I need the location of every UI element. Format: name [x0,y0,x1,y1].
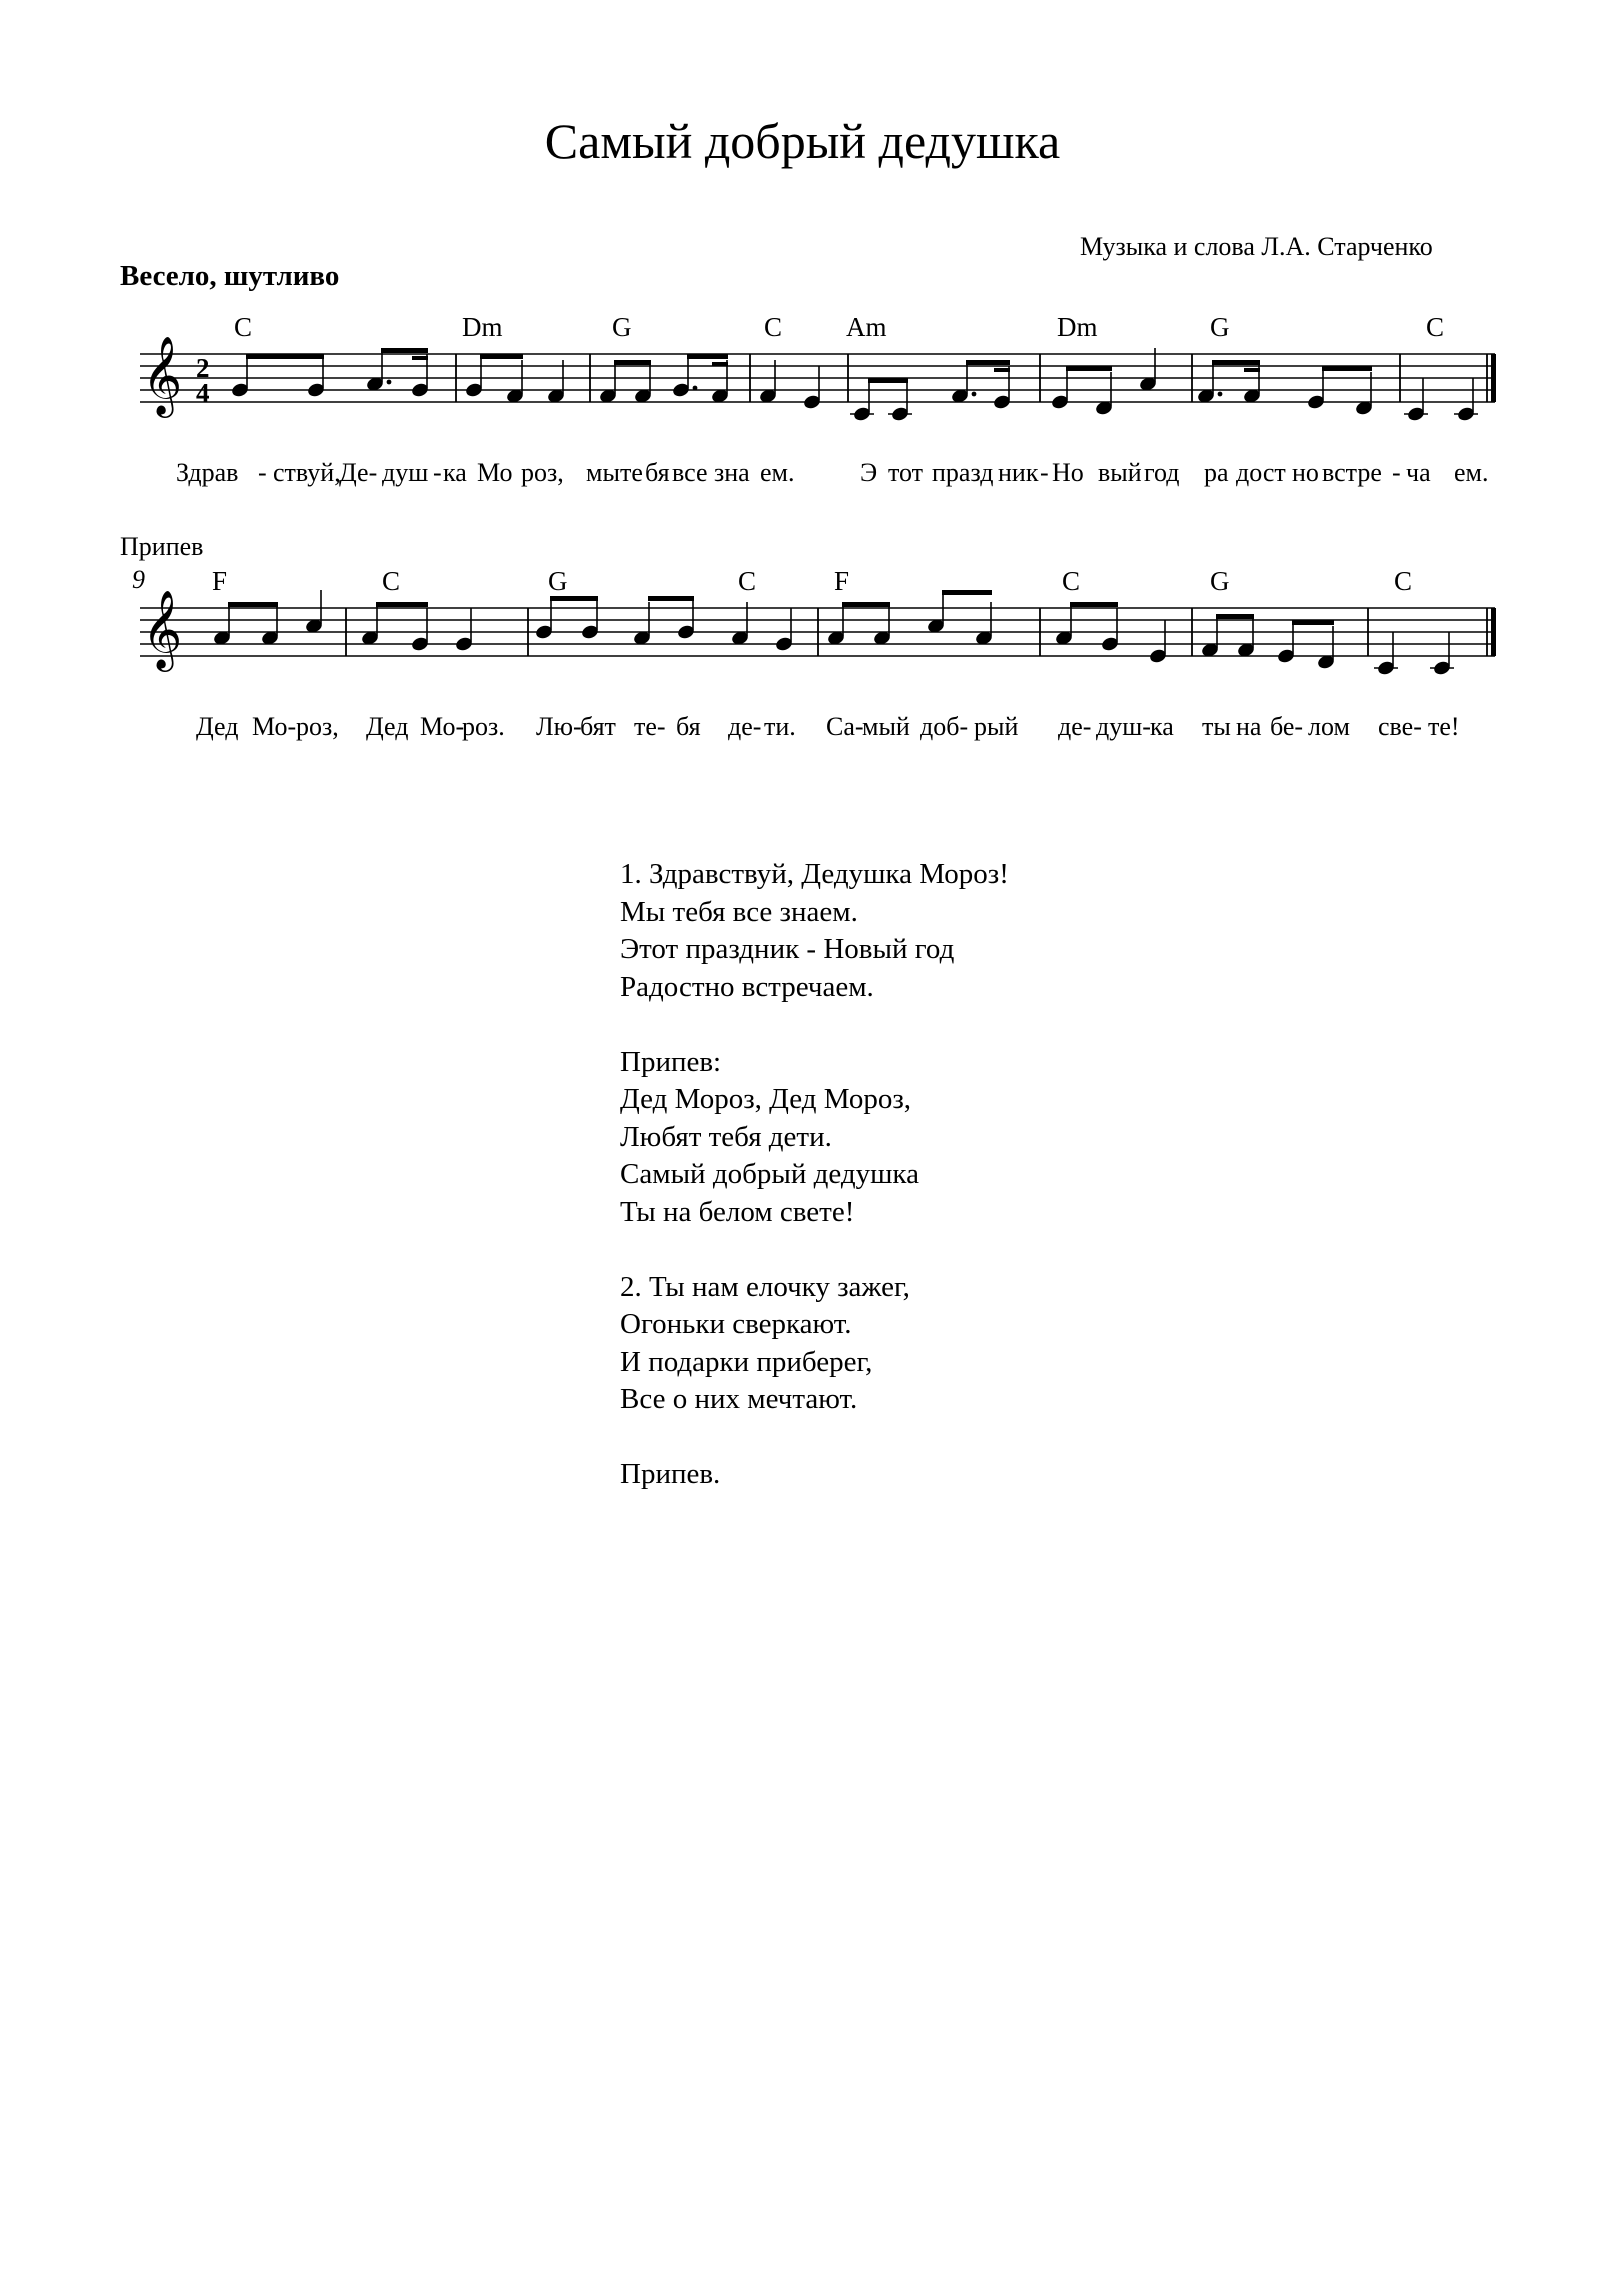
final-barline-thick [1491,354,1496,402]
lyric-syllable: ти. [764,712,796,741]
chord-symbol: C [382,566,401,596]
beam [228,602,278,607]
verses-block [620,856,1009,1494]
lyric-syllable: Здрав [176,458,239,487]
beam [480,354,523,359]
verse-line: Самый добрый дедушка [620,1158,919,1190]
lyric-syllable: мы [586,458,620,487]
svg-text:2: 2 [196,353,210,383]
lyric-syllable: ствуй, [273,458,341,487]
lyric-syllable: роз, [521,458,564,487]
beam-sixteenth [1244,368,1260,372]
staff-1 [140,354,1495,402]
lyric-syllable: Мо [477,458,513,487]
chord-symbol: C [1426,312,1445,342]
svg-text:4: 4 [196,378,210,408]
chord-symbol: C [1394,566,1413,596]
verse-line: И подарки приберег, [620,1345,873,1378]
verse-line: Мы тебя все знаем. [620,895,858,928]
lyric-syllable: те [620,458,643,487]
lyric-syllable: на [1236,712,1262,741]
lyric-syllable: душ- [1096,712,1151,741]
beam-sixteenth [412,356,428,360]
verse-line: 2. Ты нам елочку зажег, [620,1270,910,1303]
lyric-syllable: год [1144,458,1180,487]
beam [842,602,890,607]
lyric-syllable: дост [1236,458,1286,487]
verse-line: Припев: [620,1045,722,1078]
lyric-syllable: тот [888,458,924,487]
lyric-syllable: ча [1406,458,1431,487]
composer-credit: Музыка и слова Л.А. Старченко [1080,232,1433,261]
lyric-syllable: - [258,458,267,487]
lyric-syllable: роз. [462,712,505,741]
refrain-label: Припев [120,532,204,561]
notes-staff-2 [212,590,1454,676]
verse-line: Огоньки сверкают. [620,1308,852,1340]
lyric-syllable: ник [998,458,1039,487]
lyric-syllable: ты [1202,712,1231,741]
verse-gap [620,1006,1009,1044]
beam [942,590,992,595]
lyric-syllable: Са- [826,712,864,741]
lyric-syllable: мый [862,712,910,741]
lyric-syllable: - [1040,458,1049,487]
note-dot [693,386,698,391]
lyric-syllable: све- [1378,712,1422,741]
lyric-syllable: встре [1322,458,1382,487]
beam [1322,366,1372,371]
chord-symbol: Dm [462,312,503,342]
lyric-syllable: все [672,458,708,487]
lyric-syllable: ем. [760,458,795,487]
beam [1212,360,1260,365]
chord-symbol: F [834,566,850,596]
chord-symbol: C [738,566,757,596]
verse-line: Все о них мечтают. [620,1383,858,1415]
lyric-syllable: зна [714,458,750,487]
lyric-syllable: - [1392,458,1401,487]
lyric-syllable: ра [1204,458,1229,487]
beam [614,360,651,365]
verse-gap [620,1231,1009,1269]
verse-line: 1. Здравствуй, Дедушка Мороз! [620,858,1009,890]
beam [246,354,324,359]
lyric-syllable: бят [580,712,616,741]
chord-symbol: G [1210,312,1230,342]
beam [550,596,598,601]
lyric-syllable: но [1292,458,1319,487]
beam [381,348,428,353]
notes-staff-1 [230,348,1478,422]
chord-symbol: G [612,312,632,342]
treble-clef-icon: 𝄞 [142,590,183,669]
chord-symbol: G [548,566,568,596]
lyric-syllable: те- [634,712,666,741]
lyric-syllable: бя [676,712,701,741]
beam [687,354,728,359]
lyric-syllable: бе- [1270,712,1304,741]
lyric-syllable: рый [974,712,1019,741]
note-dot [1218,392,1223,397]
beam [966,360,1010,365]
measure-number: 9 [132,565,145,594]
lyric-syllable: вый [1098,458,1142,487]
beam-sixteenth [994,368,1010,372]
song-title: Самый добрый дедушка [544,113,1061,169]
beam-sixteenth [712,362,728,366]
lyric-syllable: Э [860,458,878,487]
beam [376,602,428,607]
verse-line: Ты на белом свете! [620,1195,855,1228]
lyric-syllable: те! [1428,712,1460,741]
chord-symbol: G [1210,566,1230,596]
lyric-syllable: Но [1052,458,1084,487]
beam [648,596,694,601]
tempo-marking: Весело, шутливо [120,260,340,292]
chord-symbol: C [764,312,783,342]
lyric-syllable: празд [932,458,994,487]
lyric-syllable: ка [443,458,467,487]
verse-line: Припев. [620,1458,721,1490]
chord-symbol: C [234,312,253,342]
verse-line: Радостно встречаем. [620,970,874,1003]
beam [1292,620,1334,625]
lyric-syllable: роз, [296,712,339,741]
chord-symbol: Am [846,312,887,342]
sheet-music-notation [0,0,1605,760]
lyric-syllable: Лю- [536,712,582,741]
lyric-syllable: де- [728,712,762,741]
verse-gap [620,1419,1009,1457]
lyric-syllable: - [433,458,442,487]
lyric-syllable: Де- [339,458,378,487]
verse-line: Дед Мороз, Дед Мороз, [620,1083,912,1115]
lyric-syllable: Дед [366,712,409,741]
beam [1070,602,1118,607]
note-dot [387,380,392,385]
lyric-syllable: доб- [920,712,969,741]
treble-clef-icon: 𝄞 [142,336,183,415]
final-barline-thick [1491,608,1496,656]
lyric-syllable: душ [382,458,429,487]
lyric-syllable: Мо- [252,712,297,741]
lyric-syllable: Дед [196,712,239,741]
beam [868,378,908,383]
time-signature [196,353,210,408]
chord-symbol: F [212,566,228,596]
lyric-syllable: лом [1308,712,1350,741]
verse-line: Любят тебя дети. [620,1120,832,1153]
beam [1216,614,1254,619]
chord-symbol: C [1062,566,1081,596]
lyric-syllable: ка [1150,712,1174,741]
note-dot [972,392,977,397]
lyric-syllable: Мо- [420,712,465,741]
verse-line: Этот праздник - Новый год [620,933,955,965]
lyric-syllable: бя [645,458,670,487]
beam [1066,366,1112,371]
lyric-syllable: де- [1058,712,1092,741]
lyric-syllable: ем. [1454,458,1489,487]
chord-symbol: Dm [1057,312,1098,342]
